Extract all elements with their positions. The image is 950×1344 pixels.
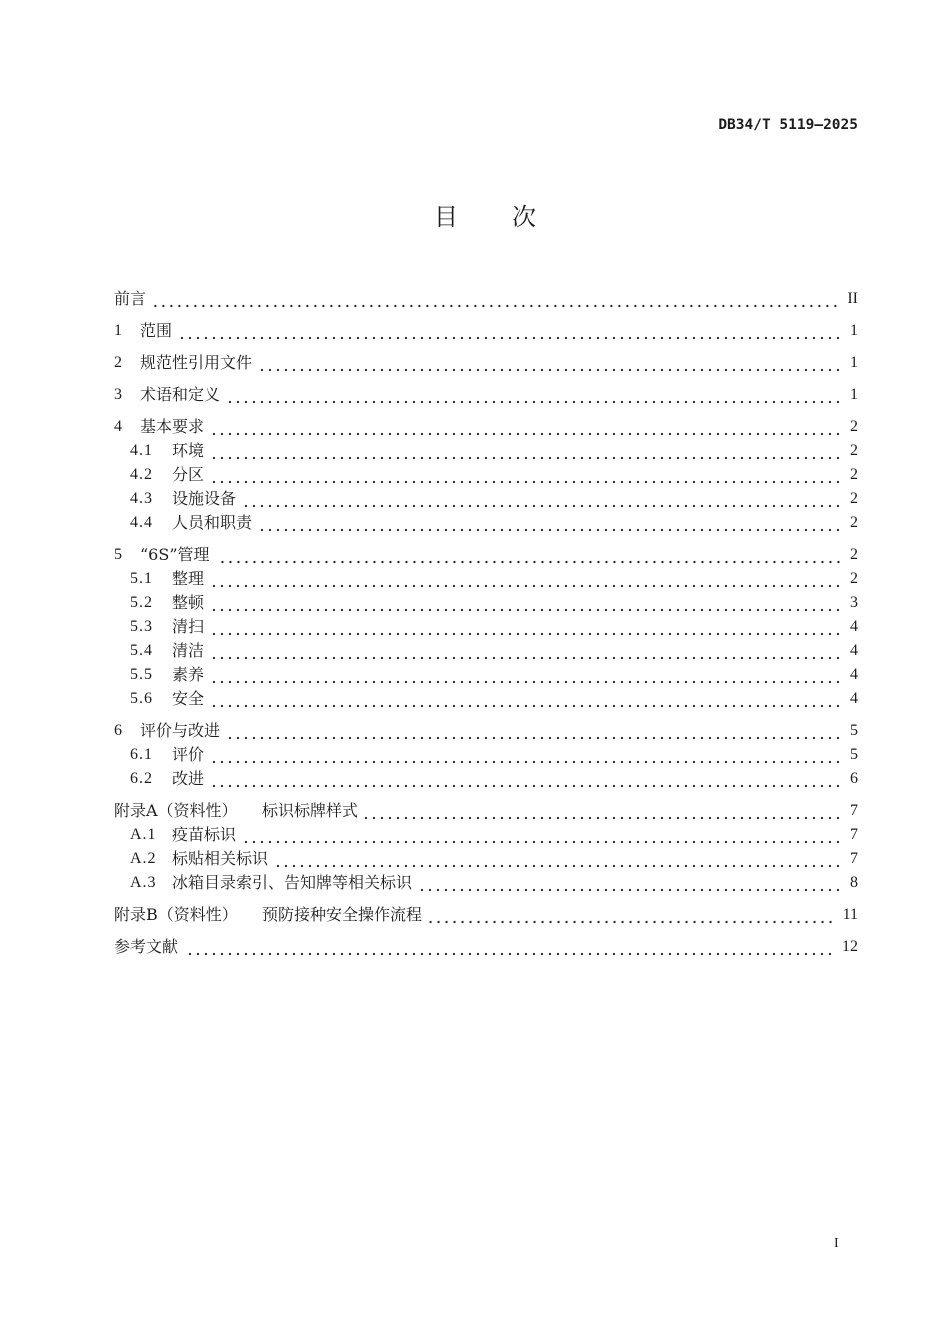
toc-page-number: 2 <box>850 490 858 507</box>
toc-entry[interactable] <box>114 799 858 823</box>
toc-page-number: 2 <box>850 570 858 587</box>
toc-entry[interactable] <box>114 319 858 343</box>
toc-entry-number: 5 <box>114 546 122 563</box>
toc-page-number: 8 <box>850 874 858 891</box>
toc-entry-title: 评价 <box>172 745 205 764</box>
toc-entry-title: 清扫 <box>172 617 205 636</box>
toc-entry-number: 5.5 <box>130 666 153 683</box>
toc-dot-leader <box>210 639 842 663</box>
toc-page-number: 2 <box>850 514 858 531</box>
toc-entry-title: 清洁 <box>172 641 205 660</box>
toc-page-number: 4 <box>850 690 858 707</box>
toc-page-number: 2 <box>850 442 858 459</box>
toc-entry-number: 4 <box>114 418 122 435</box>
toc-dot-leader <box>258 351 842 375</box>
toc-entry[interactable] <box>114 767 858 791</box>
toc-entry-title: 冰箱目录索引、告知牌等相关标识 <box>172 873 413 892</box>
toc-dot-leader <box>178 319 842 343</box>
toc-dot-leader <box>258 511 842 535</box>
toc-entry-title: 基本要求 <box>140 417 205 436</box>
toc-entry-number: 5.4 <box>130 642 153 659</box>
toc-dot-leader <box>210 415 842 439</box>
toc-entry[interactable] <box>114 591 858 615</box>
toc-entry-number: 3 <box>114 386 122 403</box>
toc-entry-number: 4.4 <box>130 514 153 531</box>
toc-entry-number: 6.2 <box>130 770 153 787</box>
footer-page-number: I <box>834 1236 839 1251</box>
toc-entry[interactable] <box>114 351 858 375</box>
toc-entry-number: 5.3 <box>130 618 153 635</box>
toc-page-number: 7 <box>850 802 858 819</box>
toc-entry-number: A.1 <box>130 826 157 843</box>
toc-entry-title: 整理 <box>172 569 205 588</box>
toc-entry[interactable] <box>114 615 858 639</box>
toc-dot-leader <box>364 799 842 823</box>
toc-entry[interactable] <box>114 543 858 567</box>
toc-dot-leader <box>210 591 842 615</box>
toc-entry-title: 分区 <box>172 465 205 484</box>
toc-page-number: 1 <box>850 354 858 371</box>
toc-entry[interactable] <box>114 743 858 767</box>
toc-page-number: 1 <box>850 386 858 403</box>
toc-entry-title: 改进 <box>172 769 205 788</box>
toc-dot-leader <box>242 823 842 847</box>
toc-page-number: 4 <box>850 618 858 635</box>
toc-dot-leader <box>242 487 842 511</box>
toc-entry-number: A.3 <box>130 874 157 891</box>
toc-page-number: 7 <box>850 826 858 843</box>
toc-dot-leader <box>226 719 842 743</box>
toc-entry-number: A.2 <box>130 850 157 867</box>
toc-entry[interactable] <box>114 663 858 687</box>
toc-dot-leader <box>210 567 842 591</box>
toc-entry[interactable] <box>114 463 858 487</box>
toc-entry-number: 2 <box>114 354 122 371</box>
toc-entry[interactable] <box>114 383 858 407</box>
toc-entry-number: 5.1 <box>130 570 153 587</box>
toc-dot-leader <box>226 383 842 407</box>
toc-page-number: 4 <box>850 642 858 659</box>
toc-entry[interactable] <box>114 415 858 439</box>
toc-page-number: 2 <box>850 466 858 483</box>
toc-dot-leader <box>210 767 842 791</box>
toc-entry[interactable] <box>114 847 858 871</box>
toc-entry-title: 参考文献 <box>114 937 179 956</box>
toc-dot-leader <box>210 439 842 463</box>
toc-page-number: 1 <box>850 322 858 339</box>
toc-entry-number: 5.2 <box>130 594 153 611</box>
toc-entry-title: “6S”管理 <box>140 545 210 564</box>
toc-entry-title: 安全 <box>172 689 205 708</box>
toc-entry-title: 标贴相关标识 <box>172 849 269 868</box>
toc-entry[interactable] <box>114 719 858 743</box>
toc-entry-number: 6 <box>114 722 122 739</box>
toc-entry[interactable] <box>114 511 858 535</box>
toc-entry-title: 环境 <box>172 441 205 460</box>
toc-entry[interactable] <box>114 687 858 711</box>
toc-page-number: 11 <box>842 906 858 923</box>
toc-entry[interactable] <box>114 287 858 311</box>
toc-entry-title: 术语和定义 <box>140 385 221 404</box>
toc-entry-title: 范围 <box>140 321 173 340</box>
toc-entry[interactable] <box>114 823 858 847</box>
toc-page-number: 5 <box>850 746 858 763</box>
toc-entry-title: 标识标牌样式 <box>262 801 359 820</box>
toc-page-number: 2 <box>850 546 858 563</box>
toc-appendix-label: 附录A（资料性） <box>114 801 238 820</box>
toc-entry-title: 评价与改进 <box>140 721 221 740</box>
toc-page-number: 2 <box>850 418 858 435</box>
toc-entry-title: 预防接种安全操作流程 <box>262 905 423 924</box>
toc-page-number: 5 <box>850 722 858 739</box>
toc-entry[interactable] <box>114 935 858 959</box>
toc-entry-title: 设施设备 <box>172 489 237 508</box>
toc-page-number: 12 <box>842 938 858 955</box>
toc-dot-leader <box>418 871 842 895</box>
toc-page-number: 7 <box>850 850 858 867</box>
toc-entry[interactable] <box>114 871 858 895</box>
toc-dot-leader <box>274 847 842 871</box>
toc-entry-number: 4.3 <box>130 490 153 507</box>
toc-entry[interactable] <box>114 567 858 591</box>
toc-dot-leader <box>210 687 842 711</box>
toc-entry-title: 前言 <box>114 289 147 308</box>
toc-entry[interactable] <box>114 487 858 511</box>
toc-entry[interactable] <box>114 439 858 463</box>
toc-entry[interactable] <box>114 903 858 927</box>
toc-page-number: 3 <box>850 594 858 611</box>
toc-entry-title: 规范性引用文件 <box>140 353 253 372</box>
toc-page-number: II <box>847 290 858 307</box>
page-title: 目 次 <box>434 203 538 231</box>
toc-dot-leader <box>184 935 834 959</box>
toc-dot-leader <box>210 463 842 487</box>
toc-entry-number: 1 <box>114 322 122 339</box>
toc-entry-number: 4.1 <box>130 442 153 459</box>
toc-entry-title: 人员和职责 <box>172 513 253 532</box>
table-of-contents <box>114 287 858 959</box>
toc-dot-leader <box>216 543 842 567</box>
toc-page-number: 4 <box>850 666 858 683</box>
toc-entry-number: 6.1 <box>130 746 153 763</box>
document-code: DB34/T 5119—2025 <box>718 117 858 133</box>
toc-entry[interactable] <box>114 639 858 663</box>
toc-page-number: 6 <box>850 770 858 787</box>
toc-entry-number: 5.6 <box>130 690 153 707</box>
toc-entry-title: 疫苗标识 <box>172 825 237 844</box>
toc-dot-leader <box>152 287 839 311</box>
toc-dot-leader <box>210 743 842 767</box>
toc-dot-leader <box>210 663 842 687</box>
toc-dot-leader <box>210 615 842 639</box>
toc-entry-number: 4.2 <box>130 466 153 483</box>
toc-appendix-label: 附录B（资料性） <box>114 905 238 924</box>
toc-entry-title: 素养 <box>172 665 205 684</box>
toc-dot-leader <box>428 903 835 927</box>
toc-entry-title: 整顿 <box>172 593 205 612</box>
